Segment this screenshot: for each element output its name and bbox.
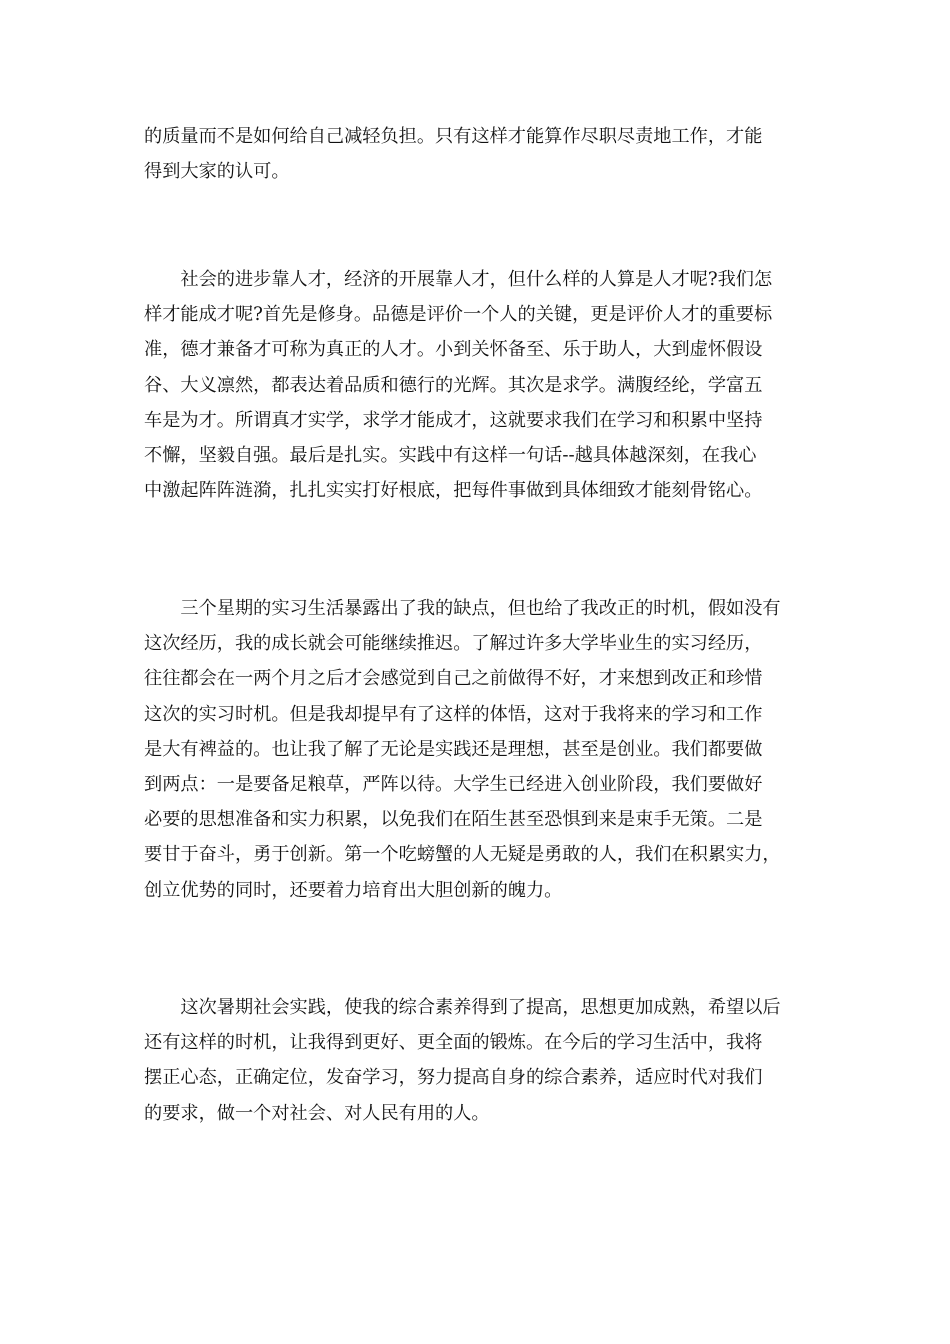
paragraph-2 [144,262,808,508]
paragraph-line: 样才能成才呢?首先是修身。品德是评价一个人的关键，更是评价人才的重要标 [144,304,773,326]
paragraph-4 [144,990,808,1131]
paragraph-line: 谷、大义凛然，都表达着品质和德行的光辉。其次是求学。满腹经纶，学富五 [144,374,763,396]
paragraph-line: 创立优势的同时，还要着力培育出大胆创新的魄力。 [144,879,563,901]
paragraph-line: 摆正心态，正确定位，发奋学习，努力提高自身的综合素养，适应时代对我们 [144,1067,763,1089]
paragraph-line: 要甘于奋斗，勇于创新。第一个吃螃蟹的人无疑是勇敢的人，我们在积累实力， [144,844,781,866]
paragraph-line: 是大有裨益的。也让我了解了无论是实践还是理想，甚至是创业。我们都要做 [144,738,763,760]
paragraph-line: 这次经历，我的成长就会可能继续推迟。了解过许多大学毕业生的实习经历， [144,633,763,655]
paragraph-line: 必要的思想准备和实力积累，以免我们在陌生甚至恐惧到来是束手无策。二是 [144,809,763,831]
paragraph-line: 得到大家的认可。 [144,161,290,183]
paragraph-line: 不懈，坚毅自强。最后是扎实。实践中有这样一句话--越具体越深刻，在我心 [144,445,757,467]
paragraph-line: 的质量而不是如何给自己减轻负担。只有这样才能算作尽职尽责地工作，才能 [144,126,763,147]
paragraph-line: 车是为才。所谓真才实学，求学才能成才，这就要求我们在学习和积累中坚持 [144,409,763,431]
paragraph-line: 到两点：一是要备足粮草，严阵以待。大学生已经进入创业阶段，我们要做好 [144,774,763,796]
paragraph-3 [144,591,808,908]
paragraph-1 [144,119,808,189]
paragraph-line: 这次的实习时机。但是我却提早有了这样的体悟，这对于我将来的学习和工作 [144,703,763,725]
paragraph-line: 准，德才兼备才可称为真正的人才。小到关怀备至、乐于助人，大到虚怀假设 [144,339,763,361]
paragraph-line: 社会的进步靠人才，经济的开展靠人才，但什么样的人算是人才呢?我们怎 [144,269,773,290]
paragraph-line: 这次暑期社会实践，使我的综合素养得到了提高，思想更加成熟，希望以后 [144,997,781,1018]
paragraph-line: 三个星期的实习生活暴露出了我的缺点，但也给了我改正的时机，假如没有 [144,598,781,619]
paragraph-line: 的要求，做一个对社会、对人民有用的人。 [144,1102,490,1124]
paragraph-line: 还有这样的时机，让我得到更好、更全面的锻炼。在今后的学习生活中，我将 [144,1032,763,1054]
paragraph-line: 中激起阵阵涟漪，扎扎实实打好根底，把每件事做到具体细致才能刻骨铭心。 [144,480,763,502]
paragraph-line: 往往都会在一两个月之后才会感觉到自己之前做得不好，才来想到改正和珍惜 [144,668,763,690]
